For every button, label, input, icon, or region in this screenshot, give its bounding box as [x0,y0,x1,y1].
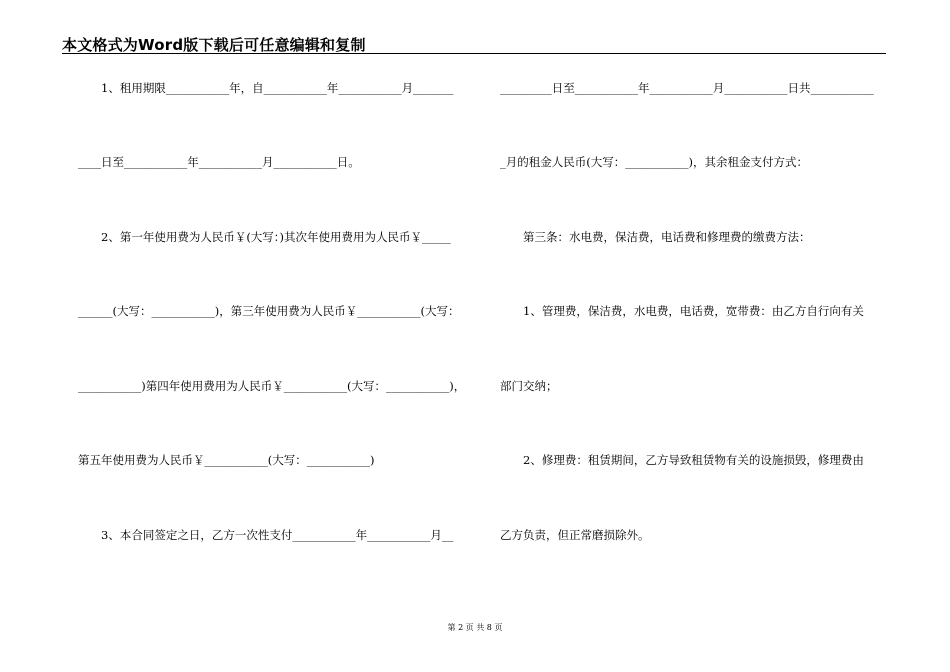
document-header-title: 本文格式为Word版下载后可任意编辑和复制 [62,36,366,54]
header-divider [62,53,886,54]
right-line-7: 乙方负责，但正常磨损除外。 [500,528,650,542]
left-line-3: 2、第一年使用费为人民币￥(大写：)其次年使用费用为人民币￥_____ [78,230,451,244]
left-line-4: ______(大写：___________)，第三年使用费为人民币￥___________(大写： [78,304,460,318]
page-number-footer: 第 2 页 共 8 页 [447,623,503,632]
right-line-1: _________日至___________年___________月___________日共___________ [500,81,874,95]
left-line-2: ____日至___________年___________月___________日。 [78,155,360,169]
right-line-6: 2、修理费：租赁期间，乙方导致租赁物有关的设施损毁，修理费由 [500,453,864,467]
right-line-4: 1、管理费，保洁费，水电费，电话费，宽带费：由乙方自行向有关 [500,304,864,318]
right-line-3: 第三条：水电费，保洁费，电话费和修理费的缴费方法： [500,230,811,244]
right-line-5: 部门交纳； [500,379,558,393]
right-line-2: _月的租金人民币(大写：___________)，其余租金支付方式： [500,155,808,169]
left-line-1: 1、租用期限___________年，自___________年___________月_______ [78,81,454,95]
left-line-5: ___________)第四年使用费用为人民币￥___________(大写：___________)， [78,379,466,393]
left-line-7: 3、本合同签定之日，乙方一次性支付___________年___________月__ [78,528,454,542]
left-line-6: 第五年使用费为人民币￥___________(大写：___________) [78,453,375,467]
